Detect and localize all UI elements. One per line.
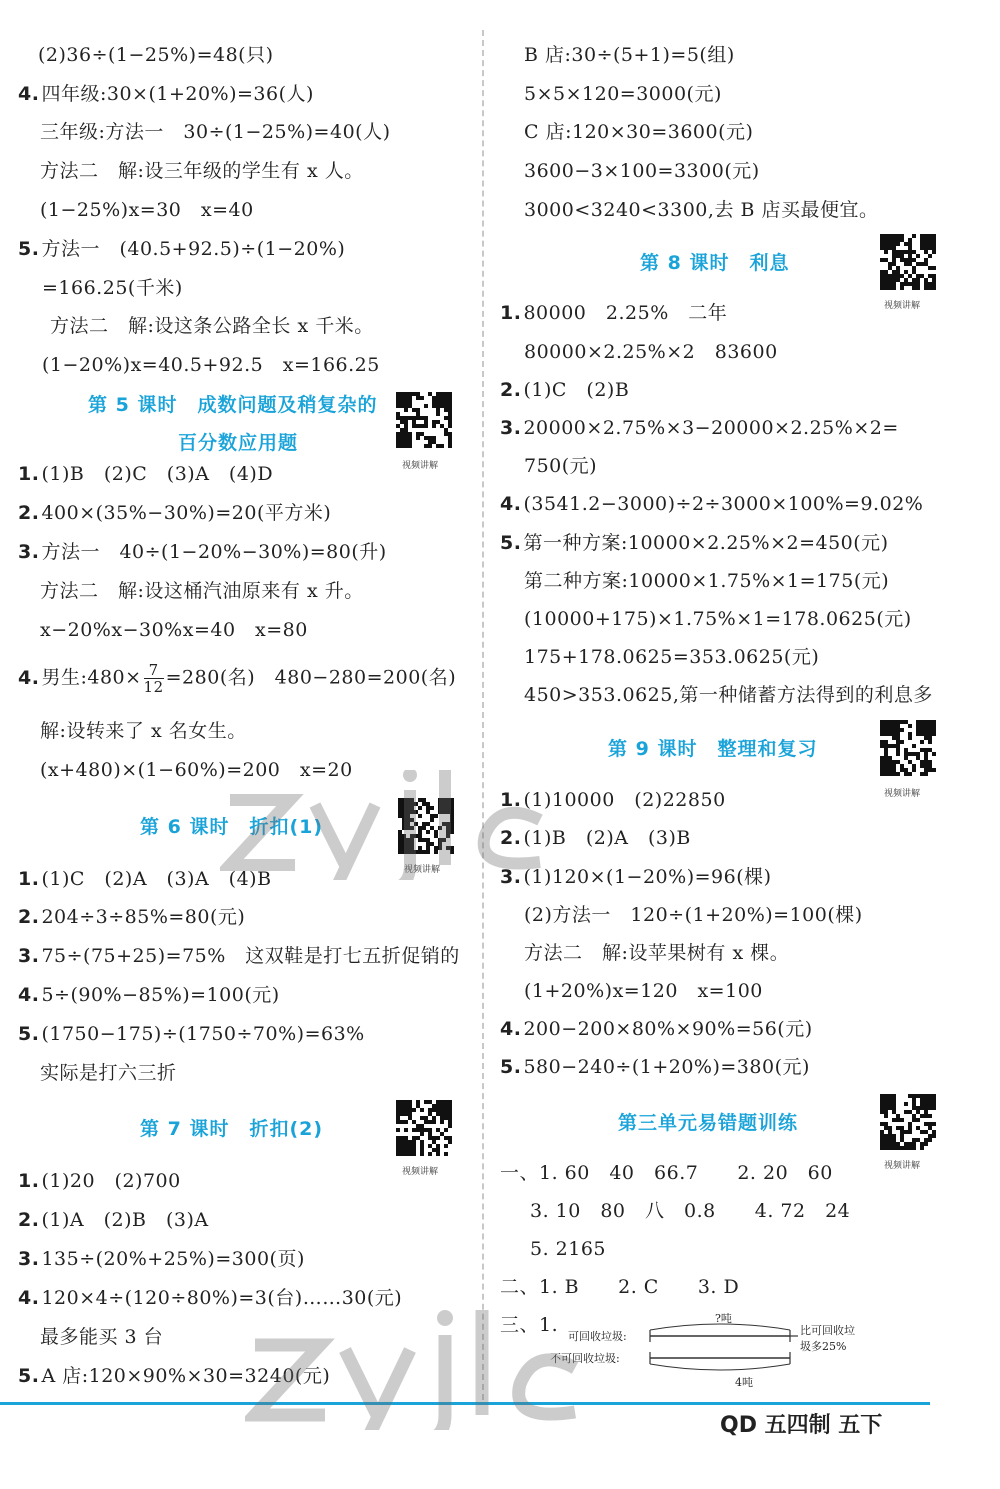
qr-caption: 视频讲解 [402, 1167, 439, 1177]
answer-text: (1750−175)÷(1750÷70%)=63% [41, 1023, 365, 1045]
section-title: 第 5 课时 成数问题及稍复杂的 [88, 394, 378, 416]
answer-text: (2)方法一 120÷(1+20%)=100(棵) [524, 904, 863, 926]
item-number: 2. [18, 1209, 40, 1231]
item-number: 4. [18, 1287, 40, 1309]
answer-line [500, 377, 629, 403]
answer-text: (1+20%)x=120 x=100 [524, 980, 763, 1002]
footer-label: QD 五四制 五下 [720, 1413, 883, 1438]
answer-text: 三、1. [500, 1314, 559, 1336]
answer-line [18, 943, 460, 969]
answer-line [524, 644, 819, 670]
answer-line [500, 530, 889, 556]
answer-text: 四年级:30×(1+20%)=36(人) [41, 83, 314, 105]
answer-line [524, 978, 763, 1004]
answer-text: 3. 10 80 八 0.8 4. 72 24 [530, 1200, 851, 1222]
answer-line [42, 352, 380, 378]
qr-code-icon[interactable] [880, 234, 936, 290]
answer-text: 方法二 解:设三年级的学生有 x 人。 [40, 160, 364, 182]
answer-text: B 店:30÷(5+1)=5(组) [524, 44, 735, 66]
answer-line [18, 662, 456, 695]
diagram-bottom-label: 4吨 [735, 1376, 753, 1389]
answer-line [530, 1236, 606, 1262]
answer-line [18, 81, 314, 107]
item-number: 5. [18, 1365, 40, 1387]
qr-caption: 视频讲解 [404, 865, 441, 875]
answer-line [40, 197, 254, 223]
answer-line [40, 119, 390, 145]
section-title: 第 7 课时 折扣(2) [140, 1118, 324, 1140]
section-title: 百分数应用题 [178, 432, 299, 454]
item-number: 2. [18, 906, 40, 928]
answer-text: (1)B (2)A (3)B [523, 827, 691, 849]
answer-text: (1)B (2)C (3)A (4)D [41, 463, 274, 485]
answer-line [18, 539, 387, 565]
fraction-numerator: 7 [144, 662, 164, 679]
answer-line [18, 500, 331, 526]
answer-line [40, 1060, 177, 1086]
item-number: 3. [500, 866, 522, 888]
answer-text: (x+480)×(1−60%)=200 x=20 [40, 759, 353, 781]
answer-line [524, 81, 722, 107]
item-number: 1. [18, 1170, 40, 1192]
answer-line [524, 902, 863, 928]
diagram-note-line2: 圾多25% [800, 1340, 847, 1353]
answer-line [40, 158, 364, 184]
item-number: 2. [500, 827, 522, 849]
section-title: 第 6 课时 折扣(1) [140, 816, 324, 838]
answer-text: 135÷(20%+25%)=300(页) [41, 1248, 305, 1270]
diagram-recyclable-label: 可回收垃圾: [568, 1330, 627, 1343]
watermark-logo [245, 1310, 585, 1430]
answer-line [500, 300, 727, 326]
item-number: 5. [18, 1023, 40, 1045]
item-number: 1. [18, 868, 40, 890]
answer-text: 3600−3×100=3300(元) [524, 160, 760, 182]
item-number: 2. [500, 379, 522, 401]
answer-text: 580−240÷(1+20%)=380(元) [523, 1056, 810, 1078]
answer-line [18, 982, 280, 1008]
item-number: 3. [18, 1248, 40, 1270]
answer-line [500, 1016, 813, 1042]
answer-text: 3000<3240<3300,去 B 店买最便宜。 [524, 199, 879, 221]
diagram-top-label: ?吨 [715, 1312, 732, 1325]
item-number: 4. [18, 83, 40, 105]
answer-line [18, 461, 273, 487]
watermark-logo [220, 770, 560, 880]
qr-code-icon[interactable] [880, 720, 936, 776]
answer-line [500, 415, 899, 441]
answer-text: 80000 2.25% 二年 [523, 302, 728, 324]
answer-text: A 店:120×90%×30=3240(元) [41, 1365, 331, 1387]
diagram-note-line1: 比可回收垃 [800, 1324, 855, 1337]
answer-text: 20000×2.75%×3−20000×2.25%×2= [523, 417, 899, 439]
qr-caption: 视频讲解 [884, 789, 921, 799]
answer-line [18, 1021, 365, 1047]
qr-code-icon[interactable] [880, 1094, 936, 1150]
answer-text: 第二种方案:10000×1.75%×1=175(元) [524, 570, 890, 592]
line-segment-diagram [550, 1310, 910, 1390]
answer-line [18, 1285, 402, 1311]
answer-text: C 店:120×30=3600(元) [524, 121, 754, 143]
answer-line [50, 313, 374, 339]
answer-text: 第一种方案:10000×2.25%×2=450(元) [523, 532, 889, 554]
section-title: 第 9 课时 整理和复习 [608, 738, 818, 760]
answer-text: 5×5×120=3000(元) [524, 83, 722, 105]
answer-text: 175+178.0625=353.0625(元) [524, 646, 820, 668]
answer-line [530, 1198, 850, 1224]
answer-line [18, 1168, 181, 1194]
answer-text: 75÷(75+25)=75% 这双鞋是打七五折促销的 [41, 945, 460, 967]
qr-code-icon[interactable] [396, 392, 452, 448]
answer-line [18, 904, 245, 930]
answer-text: 二、1. B 2. C 3. D [500, 1276, 740, 1298]
answer-line [500, 1274, 739, 1300]
answer-text: 最多能买 3 台 [40, 1326, 164, 1348]
answer-text: (2)36÷(1−25%)=48(只) [38, 44, 274, 66]
answer-text: (1)C (2)B [523, 379, 630, 401]
answer-line [500, 1054, 810, 1080]
item-number: 3. [18, 541, 40, 563]
answer-line [40, 617, 308, 643]
item-number: 5. [500, 532, 522, 554]
item-number: 1. [500, 302, 522, 324]
answer-line [40, 578, 364, 604]
answer-line [500, 1160, 833, 1186]
diagram-lines [550, 1310, 910, 1390]
answer-line [18, 236, 345, 262]
answer-text: 120×4÷(120÷80%)=3(台)……30(元) [41, 1287, 403, 1309]
answer-line [524, 606, 912, 632]
answer-text: (1−25%)x=30 x=40 [40, 199, 254, 221]
answer-line [524, 568, 889, 594]
answer-line [40, 718, 247, 744]
item-number: 5. [500, 1056, 522, 1078]
answer-line [38, 42, 274, 68]
answer-line [40, 1324, 163, 1350]
answer-text: 750(元) [524, 455, 598, 477]
item-number: 1. [18, 463, 40, 485]
qr-caption: 视频讲解 [884, 301, 921, 311]
answer-line [524, 42, 735, 68]
answer-text: 解:设转来了 x 名女生。 [40, 720, 247, 742]
item-number: 2. [18, 502, 40, 524]
answer-line [524, 119, 753, 145]
answer-text: 方法一 40÷(1−20%−30%)=80(升) [41, 541, 387, 563]
answer-line [524, 940, 789, 966]
answer-text: 450>353.0625,第一种储蓄方法得到的利息多 [524, 684, 933, 706]
answer-text: =166.25(千米) [42, 277, 183, 299]
answer-text: 实际是打六三折 [40, 1062, 177, 1084]
answer-text: 方法一 (40.5+92.5)÷(1−20%) [41, 238, 346, 260]
column-divider [482, 30, 484, 1400]
answer-text: 5÷(90%−85%)=100(元) [41, 984, 280, 1006]
item-number: 4. [18, 666, 40, 689]
diagram-nonrecyclable-label: 不可回收垃圾: [550, 1352, 620, 1365]
answer-line [500, 491, 923, 517]
answer-line [18, 1246, 305, 1272]
answer-text: (1−20%)x=40.5+92.5 x=166.25 [42, 354, 380, 376]
answer-line [524, 453, 597, 479]
answer-text: (3541.2−3000)÷2÷3000×100%=9.02% [523, 493, 924, 515]
answer-text: 5. 2165 [530, 1238, 607, 1260]
qr-caption: 视频讲解 [884, 1161, 921, 1171]
answer-text: (1)120×(1−20%)=96(棵) [523, 866, 772, 888]
fraction-denominator: 12 [143, 678, 164, 696]
answer-text: 200−200×80%×90%=56(元) [523, 1018, 813, 1040]
answer-text: 三年级:方法一 30÷(1−25%)=40(人) [40, 121, 391, 143]
answer-text: =280(名) 480−280=200(名) [165, 666, 457, 689]
answer-line [18, 1207, 209, 1233]
answer-text: (10000+175)×1.75%×1=178.0625(元) [524, 608, 912, 630]
section-title: 第 8 课时 利息 [640, 252, 790, 274]
answer-text: 一、1. 60 40 66.7 2. 20 60 [500, 1162, 833, 1184]
answer-text: 方法二 解:设这条公路全长 x 千米。 [50, 315, 374, 337]
answer-text: x−20%x−30%x=40 x=80 [40, 619, 308, 641]
answer-text: 方法二 解:设苹果树有 x 棵。 [524, 942, 790, 964]
answer-text: 方法二 解:设这桶汽油原来有 x 升。 [40, 580, 364, 602]
item-number: 4. [18, 984, 40, 1006]
qr-caption: 视频讲解 [402, 461, 439, 471]
item-number: 4. [500, 1018, 522, 1040]
answer-text: (1)10000 (2)22850 [523, 789, 726, 811]
qr-code-icon[interactable] [396, 1100, 452, 1156]
section-title: 第三单元易错题训练 [618, 1112, 799, 1134]
answer-line [524, 158, 760, 184]
answer-text: 80000×2.25%×2 83600 [524, 341, 778, 363]
fraction [144, 662, 164, 695]
answer-line [524, 339, 778, 365]
answer-text: 204÷3÷85%=80(元) [41, 906, 246, 928]
item-number: 5. [18, 238, 40, 260]
item-number: 4. [500, 493, 522, 515]
answer-text: (1)20 (2)700 [41, 1170, 181, 1192]
answer-text: 男生:480× [41, 666, 142, 689]
answer-line [524, 682, 933, 708]
item-number: 3. [18, 945, 40, 967]
answer-text: 400×(35%−30%)=20(平方米) [41, 502, 332, 524]
answer-line [524, 197, 878, 223]
answer-line [42, 275, 183, 301]
answer-text: (1)A (2)B (3)A [41, 1209, 209, 1231]
item-number: 3. [500, 417, 522, 439]
item-number: 1. [500, 789, 522, 811]
answer-text: (1)C (2)A (3)A (4)B [41, 868, 272, 890]
